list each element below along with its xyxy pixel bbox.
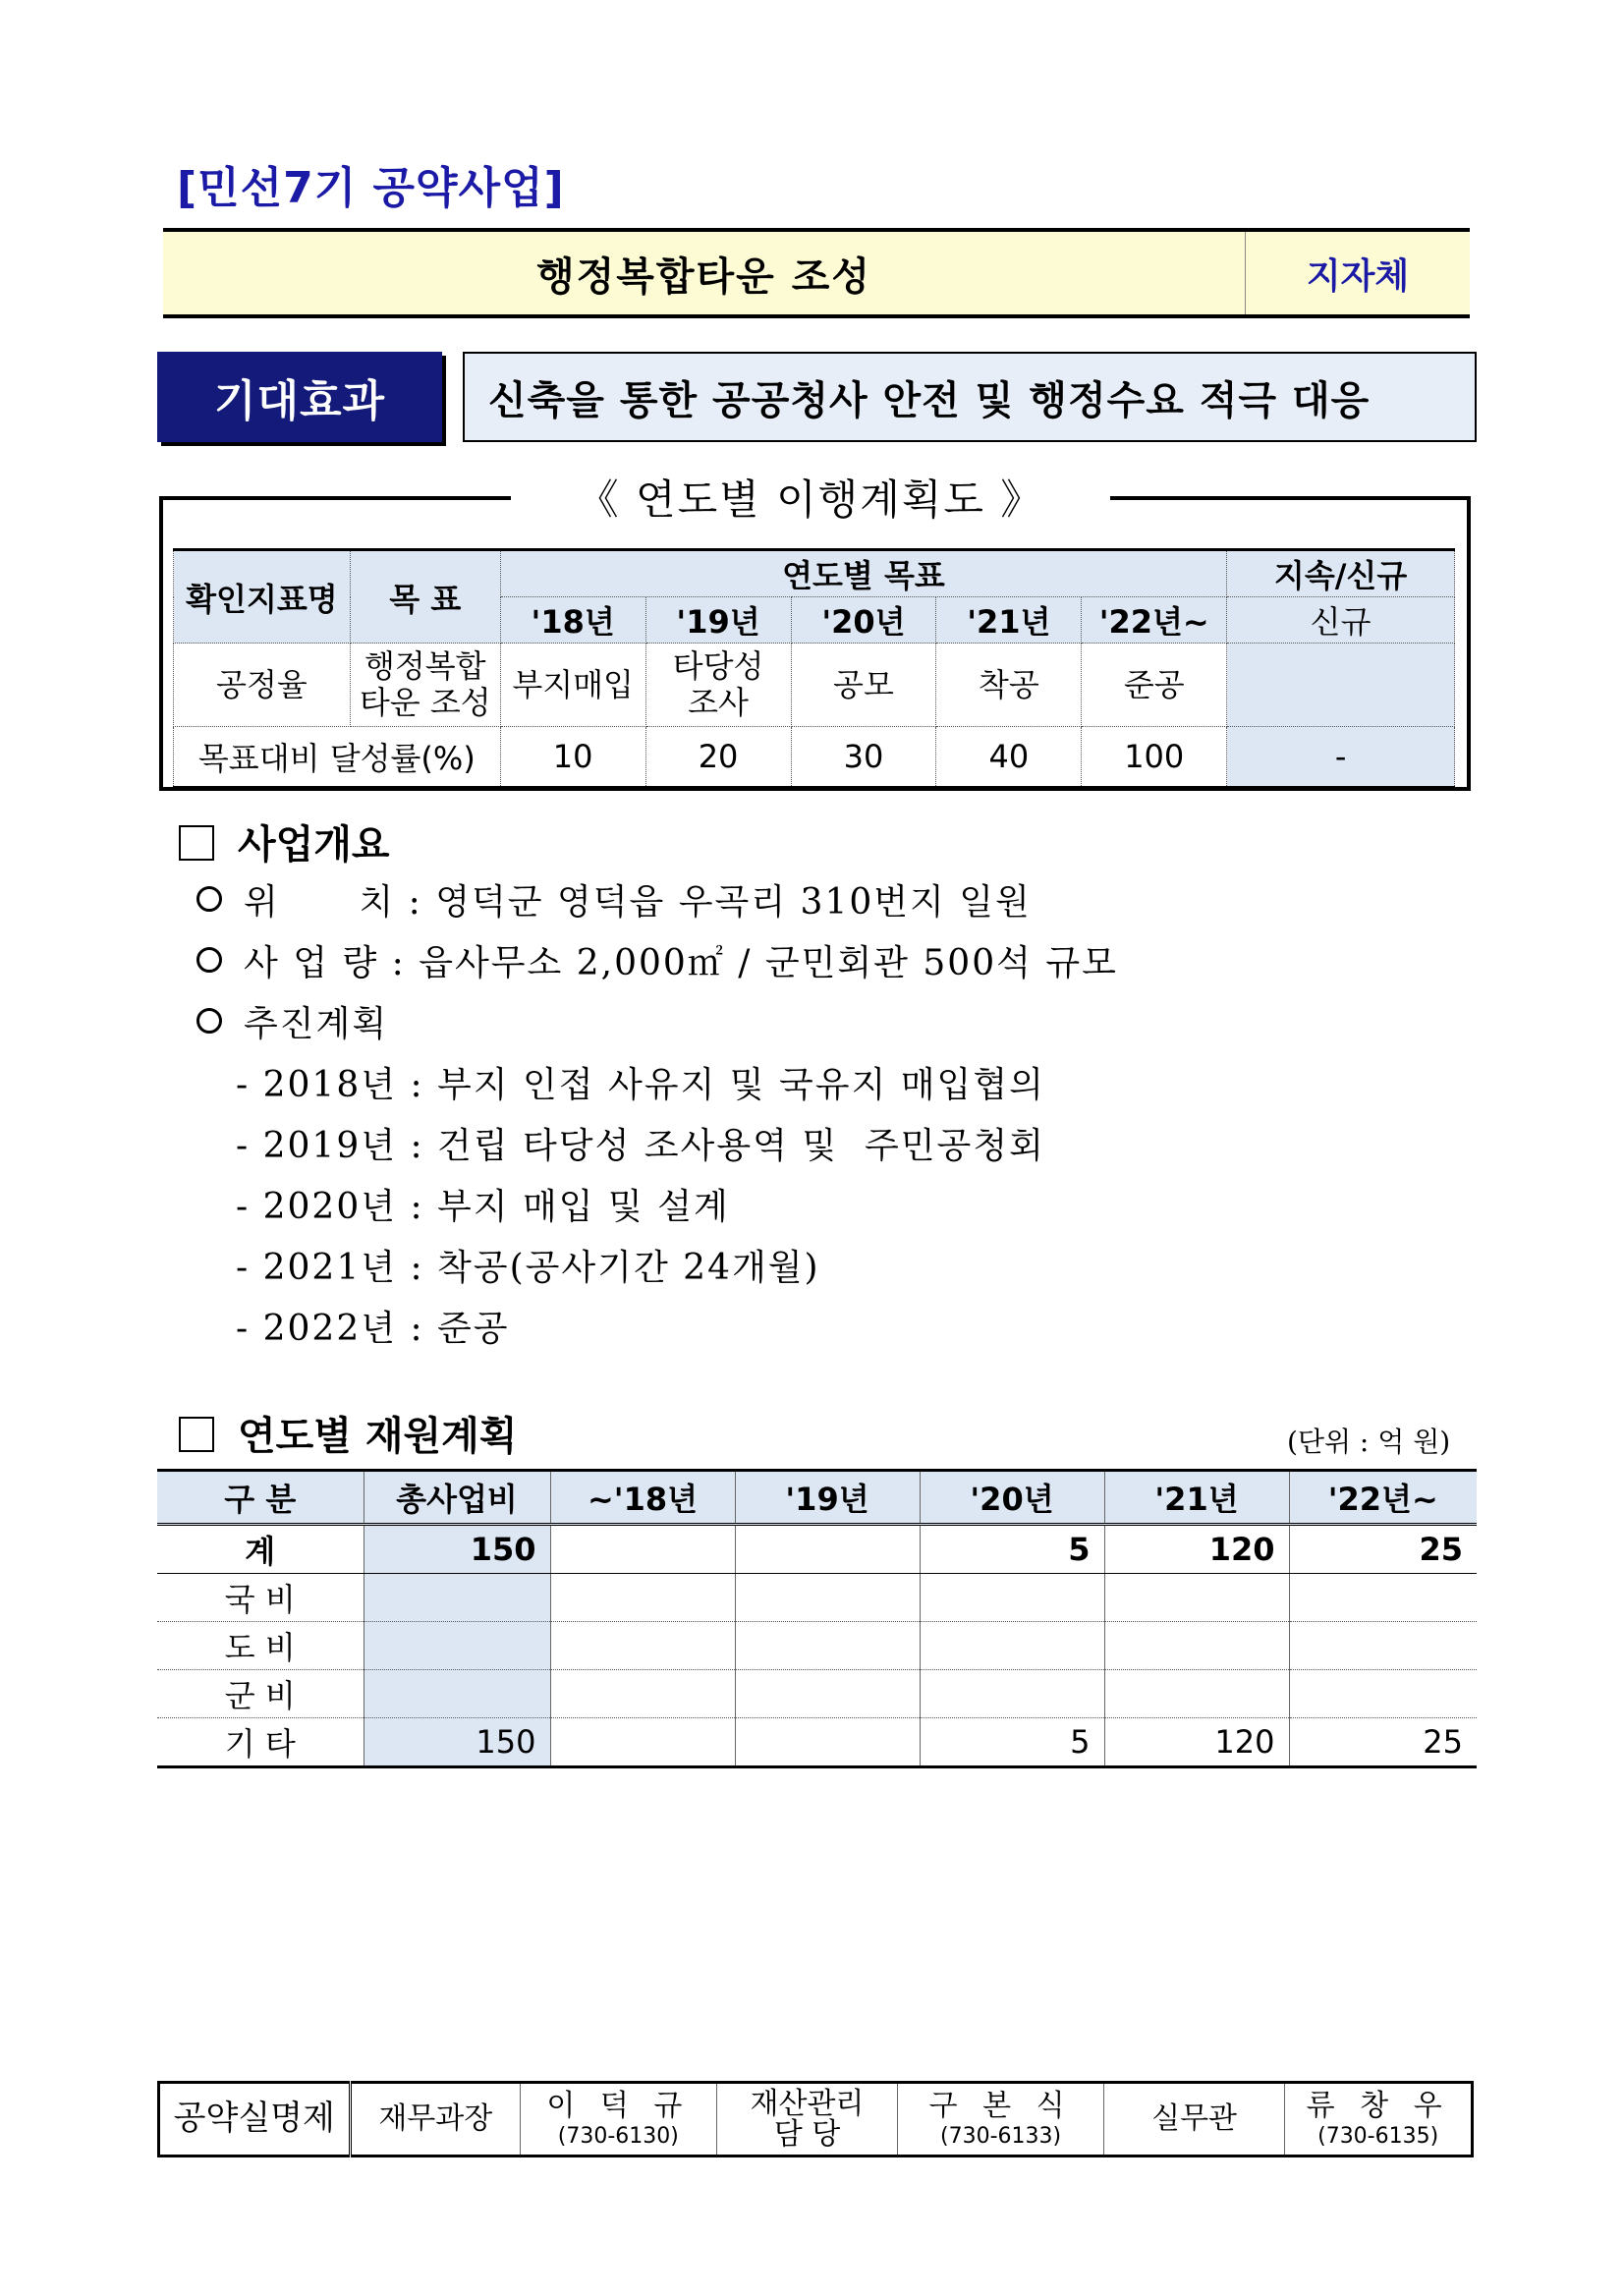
plan-step-item: - 2021년 : 착공(공사기간 24개월) [236, 1248, 820, 1288]
footer-person-3-phone: (730-6135) [1317, 2124, 1439, 2150]
finance-header-2021: '21년 [1104, 1471, 1289, 1525]
plan-header-indicator: 확인지표명 [174, 550, 351, 644]
plan-achievement-2018: 10 [500, 727, 645, 788]
plan-year-2021: '21년 [936, 597, 1082, 644]
project-category: 지자체 [1245, 232, 1470, 314]
plan-year-2022: '22년~ [1082, 597, 1227, 644]
finance-row-2022 [1289, 1574, 1477, 1622]
finance-row-2018 [550, 1622, 735, 1670]
plan-indicator-value: 공정율 [174, 644, 351, 727]
footer-person-1 [521, 2083, 717, 2156]
plan-step-item: - 2019년 : 건립 타당성 조사용역 및 주민공청회 [236, 1126, 1045, 1166]
finance-row-2020 [920, 1670, 1104, 1718]
finance-header-category: 구 분 [157, 1471, 364, 1525]
finance-row-2018 [550, 1574, 735, 1622]
overview-location [196, 874, 1032, 924]
footer-role-2: 재산관리 담 당 [716, 2083, 898, 2156]
footer-table [157, 2081, 1474, 2157]
plan-step-2021: 착공 [936, 644, 1082, 727]
finance-row-total: 150 [364, 1718, 550, 1767]
footer-person-1-phone: (730-6130) [557, 2124, 679, 2150]
finance-header-2022: '22년~ [1289, 1471, 1477, 1525]
plan-header-yearly: 연도별 목표 [500, 550, 1226, 597]
circle-bullet-icon [196, 1008, 222, 1034]
finance-row-2019 [735, 1670, 920, 1718]
finance-row-2020: 5 [920, 1525, 1104, 1574]
plan-achievement-2021: 40 [936, 727, 1082, 788]
footer-person-1-name: 이 덕 규 [546, 2088, 691, 2123]
finance-row-total [364, 1670, 550, 1718]
finance-row-2022 [1289, 1622, 1477, 1670]
finance-header-2019: '19년 [735, 1471, 920, 1525]
plan-achievement-label: 목표대비 달성률(%) [174, 727, 501, 788]
footer-label: 공약실명제 [159, 2083, 351, 2156]
footer-person-3 [1285, 2083, 1473, 2156]
finance-row-2021: 120 [1104, 1718, 1289, 1767]
finance-row-2021: 120 [1104, 1525, 1289, 1574]
finance-row-label: 계 [157, 1525, 364, 1574]
table-row [157, 1718, 1477, 1767]
plan-step-2020: 공모 [791, 644, 936, 727]
overview-location-text: 위 치 : 영덕군 영덕읍 우곡리 310번지 일원 [244, 882, 1032, 923]
finance-row-total [364, 1574, 550, 1622]
plan-step-item: - 2020년 : 부지 매입 및 설계 [236, 1187, 730, 1227]
finance-row-2020 [920, 1574, 1104, 1622]
plan-header-goal: 목 표 [350, 550, 500, 644]
finance-unit: (단위 : 억 원) [1287, 1426, 1451, 1458]
finance-row-label: 군 비 [157, 1670, 364, 1718]
plan-achievement-2022: 100 [1082, 727, 1227, 788]
plan-step-item: - 2022년 : 준공 [236, 1309, 510, 1349]
footer-person-2-phone: (730-6133) [940, 2124, 1062, 2150]
finance-row-2022: 25 [1289, 1525, 1477, 1574]
circle-bullet-icon [196, 886, 222, 912]
plan-step-item: - 2018년 : 부지 인접 사유지 및 국유지 매입협의 [236, 1065, 1045, 1105]
footer-person-2 [898, 2083, 1104, 2156]
checkbox-square-icon [179, 1417, 214, 1452]
footer-person-3-name: 류 창 우 [1306, 2088, 1450, 2123]
plan-title: 《 연도별 이행계획도 》 [511, 468, 1110, 527]
finance-heading [179, 1405, 517, 1461]
section-tag: [민선7기 공약사업] [177, 163, 565, 213]
finance-row-2018 [550, 1670, 735, 1718]
finance-header-2020: '20년 [920, 1471, 1104, 1525]
checkbox-square-icon [179, 825, 214, 861]
finance-heading-text: 연도별 재원계획 [238, 1414, 518, 1459]
circle-bullet-icon [196, 947, 222, 973]
finance-row-2019 [735, 1718, 920, 1767]
footer-role-3: 실무관 [1103, 2083, 1285, 2156]
plan-goal-value: 행정복합 타운 조성 [350, 644, 500, 727]
table-row [157, 1574, 1477, 1622]
footer-dept: 재무과장 [350, 2083, 521, 2156]
effect-text: 신축을 통한 공공청사 안전 및 행정수요 적극 대응 [463, 352, 1477, 442]
table-row [157, 1670, 1477, 1718]
plan-step-2018: 부지매입 [500, 644, 645, 727]
project-title: 행정복합타운 조성 [535, 253, 872, 300]
finance-row-2022 [1289, 1670, 1477, 1718]
overview-heading-text: 사업개요 [238, 822, 390, 868]
footer-person-2-name: 구 본 식 [928, 2088, 1073, 2123]
finance-row-2019 [735, 1574, 920, 1622]
finance-row-label: 국 비 [157, 1574, 364, 1622]
finance-header-2018: ~'18년 [550, 1471, 735, 1525]
finance-row-2021 [1104, 1622, 1289, 1670]
finance-row-2019 [735, 1622, 920, 1670]
plan-year-2018: '18년 [500, 597, 645, 644]
finance-row-label: 도 비 [157, 1622, 364, 1670]
plan-step-2022: 준공 [1082, 644, 1227, 727]
finance-row-2019 [735, 1525, 920, 1574]
finance-row-2020 [920, 1622, 1104, 1670]
finance-row-2018 [550, 1525, 735, 1574]
plan-status-empty [1227, 644, 1455, 727]
table-row [157, 1622, 1477, 1670]
finance-row-2021 [1104, 1670, 1289, 1718]
overview-plan-text: 추진계획 [244, 1004, 389, 1044]
finance-row-2022: 25 [1289, 1718, 1477, 1767]
plan-achievement-2019: 20 [645, 727, 791, 788]
table-row [157, 1525, 1477, 1574]
finance-row-2021 [1104, 1574, 1289, 1622]
finance-table [157, 1469, 1477, 1768]
plan-year-2019: '19년 [645, 597, 791, 644]
finance-header-row [157, 1471, 1477, 1525]
overview-plan [196, 996, 388, 1046]
plan-header-status: 지속/신규 [1227, 550, 1455, 597]
plan-year-2020: '20년 [791, 597, 936, 644]
finance-row-2018 [550, 1718, 735, 1767]
finance-row-label: 기 타 [157, 1718, 364, 1767]
plan-achievement-2020: 30 [791, 727, 936, 788]
overview-scale [196, 935, 1118, 985]
finance-header-total: 총사업비 [364, 1471, 550, 1525]
finance-row-total [364, 1622, 550, 1670]
title-box [163, 228, 1470, 318]
plan-table [173, 548, 1455, 789]
overview-scale-text: 사 업 량 : 읍사무소 2,000㎡ / 군민회관 500석 규모 [244, 943, 1118, 983]
effect-label: 기대효과 [157, 352, 442, 442]
finance-row-total: 150 [364, 1525, 550, 1574]
finance-row-2020: 5 [920, 1718, 1104, 1767]
plan-step-2019: 타당성 조사 [645, 644, 791, 727]
plan-status-value: 신규 [1227, 597, 1455, 644]
overview-heading [179, 813, 390, 869]
plan-achievement-status: - [1227, 727, 1455, 788]
